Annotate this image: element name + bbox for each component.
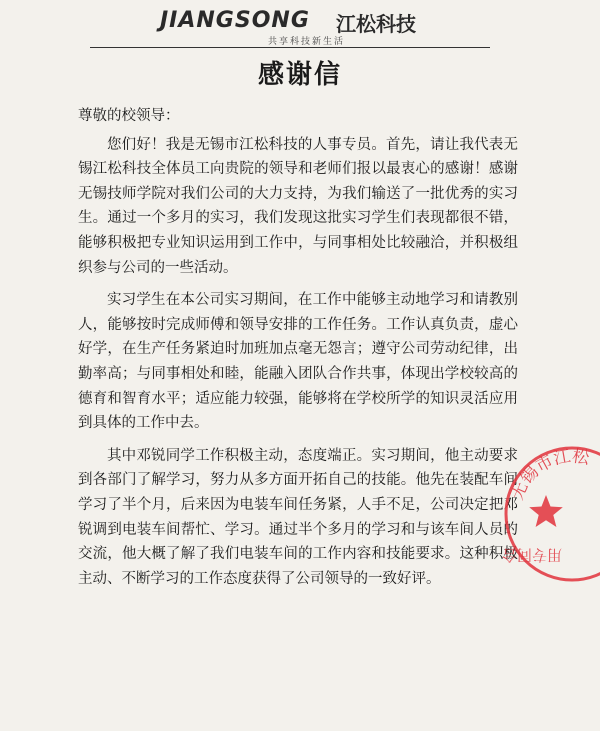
letter-title: 感谢信 (257, 60, 342, 90)
paragraph-1: 您们好！我是无锡市江松科技的人事专员。首先，请让我代表无锡江松科技全体员工向贵院的领导和老师们报以最衷心的感谢！感谢无锡技师学院对我们公司的大力支持，为我们输送了一批优秀的实习生。通过一个多月的实习，我们发现这批实习学生们表现都很不错，能够积极把专业知识运用到工作中，与同事相处比较融洽，并积极组织参与公司的一些活动。 (78, 136, 518, 276)
star-icon (529, 495, 563, 527)
header-divider (90, 47, 490, 48)
logo-latin: JIANGSONG (160, 8, 310, 33)
company-seal (498, 440, 600, 588)
letter-body (78, 104, 518, 599)
seal-bottom-text: 用专同合 (501, 546, 562, 564)
logo-chinese: 江松科技 (336, 12, 416, 36)
letterhead (0, 4, 600, 48)
paragraph-3: 其中邓锐同学工作积极主动，态度端正。实习期间，他主动要求到各部门了解学习，努力从多方面开拓自己的技能。他先在装配车间学习了半个月，后来因为电装车间任务紧，人手不足，公司决定把邓锐调到电装车间帮忙、学习。通过半个多月的学习和与该车间人员的交流，他大概了解了我们电装车间的工作内容和技能要求。这种积极主动、不断学习的工作态度获得了公司领导的一致好评。 (78, 447, 518, 587)
salutation: 尊敬的校领导： (78, 108, 180, 124)
seal-text: 无锡市江松 (507, 446, 591, 503)
slogan: 共享科技新生活 (268, 37, 346, 47)
paragraph-2: 实习学生在本公司实习期间，在工作中能够主动地学习和请教别人，能够按时完成师傅和领导安排的工作任务。工作认真负责，虚心好学，在生产任务紧迫时加班加点毫无怨言；遵守公司劳动纪律，出勤率高；与同事相处和睦，能融入团队合作共事，体现出学校较高的德育和智育水平；适应能力较强，能够将在学校所学的知识灵活应用到具体的工作中去。 (78, 292, 518, 432)
